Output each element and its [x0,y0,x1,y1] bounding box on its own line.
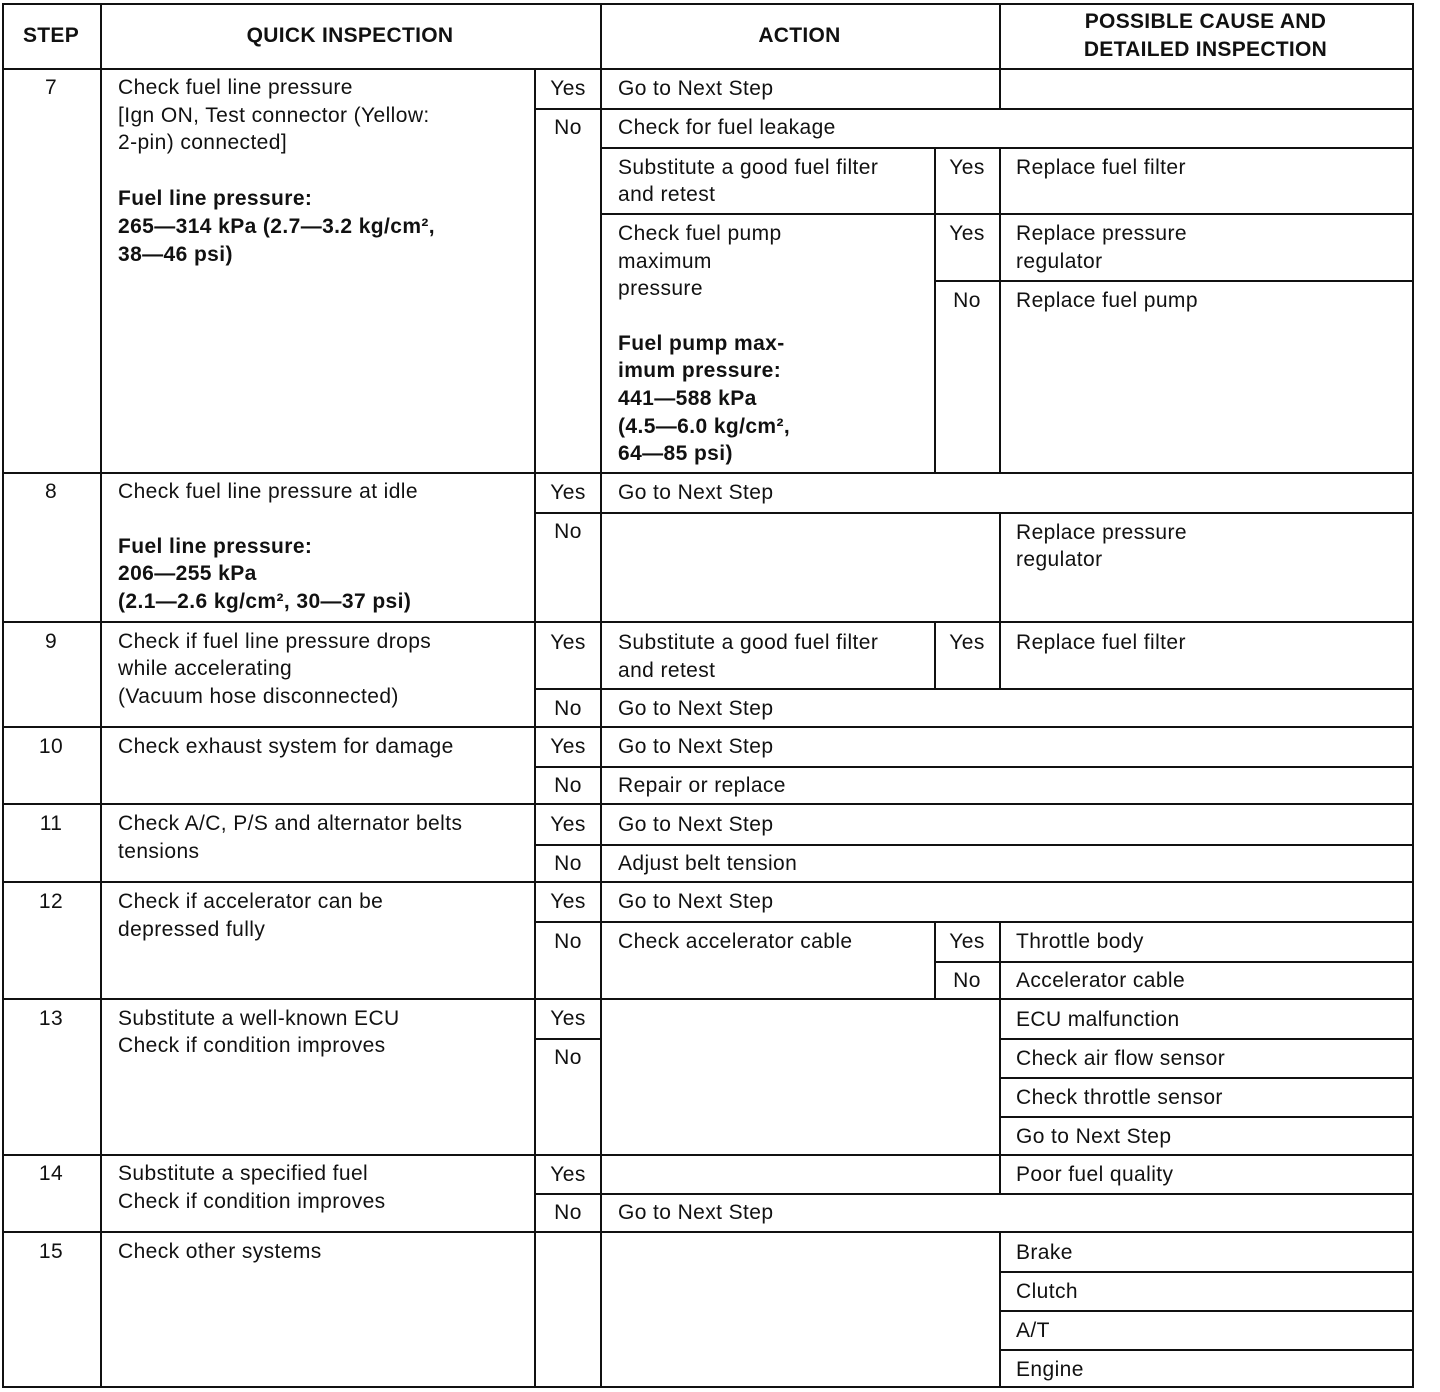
spec-title: Fuel line pressure: [118,535,313,558]
cause-text: Replace fuel filter [1016,631,1186,654]
cause-text: Check air flow sensor [1016,1047,1226,1070]
rule [2,3,1414,5]
cause-text: Poor fuel quality [1016,1163,1174,1186]
rule [999,1038,1414,1040]
rule [534,1193,1414,1195]
rule [534,766,1414,768]
rule [2,726,1414,728]
yes-label: Yes [949,631,985,654]
action-text: Go to Next Step [618,697,774,720]
action-text: Go to Next Step [618,77,774,100]
rule [999,1349,1414,1351]
header-step: STEP [22,24,80,47]
spec-title: Fuel pump max- [618,332,785,355]
cause-text: Clutch [1016,1280,1078,1303]
yes-label: Yes [550,1163,586,1186]
step-number: 14 [38,1162,64,1185]
step-number: 9 [44,630,58,653]
quick-inspection-text: Check if condition improves [118,1190,386,1213]
yes-label: Yes [550,481,586,504]
rule [2,1231,1414,1233]
quick-inspection-text: Check A/C, P/S and alternator belts [118,812,463,835]
cause-text: A/T [1016,1319,1050,1342]
rule [534,512,1414,514]
yes-label: Yes [550,813,586,836]
spec-value: 265—314 kPa (2.7—3.2 kg/cm², [118,215,436,238]
rule [999,1271,1414,1273]
cause-text: Replace fuel pump [1016,289,1198,312]
action-text: Go to Next Step [618,1201,774,1224]
no-label: No [554,852,582,875]
rule [2,1154,1414,1156]
yes-label: Yes [550,77,586,100]
spec-value: 206—255 kPa [118,562,257,585]
no-label: No [554,1046,582,1069]
action-text: Check accelerator cable [618,930,853,953]
rule [100,3,102,1388]
action-text: Check for fuel leakage [618,116,836,139]
step-number: 7 [44,76,58,99]
rule [999,1116,1414,1118]
rule [999,998,1001,1195]
rule [601,213,1414,215]
rule [601,147,1414,149]
action-text: Substitute a good fuel filter [618,631,879,654]
no-label: No [554,774,582,797]
rule [999,1231,1001,1388]
no-label: No [554,1201,582,1224]
spec-value: (4.5—6.0 kg/cm², [618,415,791,438]
action-text: Go to Next Step [618,813,774,836]
step-number: 13 [38,1007,64,1030]
rule [999,1077,1414,1079]
quick-inspection-text: [Ign ON, Test connector (Yellow: [118,104,430,127]
quick-inspection-text: while accelerating [118,657,293,680]
no-label: No [554,930,582,953]
spec-value: 441—588 kPa [618,387,757,410]
rule [534,68,536,1388]
rule [534,688,1414,690]
no-label: No [554,116,582,139]
rule [534,108,1414,110]
header-detailed-inspection: DETAILED INSPECTION [1083,38,1328,61]
spec-value: (2.1—2.6 kg/cm², 30—37 psi) [118,590,412,613]
cause-text: Accelerator cable [1016,969,1186,992]
cause-text: Throttle body [1016,930,1144,953]
action-text: Check fuel pump [618,222,782,245]
rule [2,1386,1414,1388]
cause-text: ECU malfunction [1016,1008,1180,1031]
rule [534,844,1414,846]
spec-title: imum pressure: [618,359,782,382]
yes-label: Yes [949,930,985,953]
cause-text: Brake [1016,1241,1073,1264]
quick-inspection-text: 2-pin) connected] [118,131,288,154]
cause-text: Replace fuel filter [1016,156,1186,179]
rule [2,621,1414,623]
rule [534,921,1414,923]
rule [2,881,1414,883]
rule [934,961,1414,963]
no-label: No [953,969,981,992]
action-text: Go to Next Step [618,481,774,504]
cause-text: Replace pressure [1016,222,1187,245]
quick-inspection-text: Check exhaust system for damage [118,735,454,758]
no-label: No [554,520,582,543]
action-text: maximum [618,250,712,273]
step-number: 10 [38,735,64,758]
header-action: ACTION [758,24,841,47]
cause-text: Check throttle sensor [1016,1086,1223,1109]
rule [999,1310,1414,1312]
rule [2,803,1414,805]
yes-label: Yes [550,890,586,913]
quick-inspection-text: Check other systems [118,1240,322,1263]
rule [2,998,1414,1000]
quick-inspection-text: tensions [118,840,200,863]
action-text: Adjust belt tension [618,852,798,875]
step-number: 11 [39,812,63,835]
quick-inspection-text: depressed fully [118,918,266,941]
step-number: 15 [38,1240,64,1263]
yes-label: Yes [949,222,985,245]
action-text: and retest [618,659,716,682]
spec-value: 38—46 psi) [118,243,233,266]
step-number: 12 [38,890,64,913]
quick-inspection-text: Check if fuel line pressure drops [118,630,432,653]
header-possible-cause: POSSIBLE CAUSE AND [1084,10,1327,33]
no-label: No [953,289,981,312]
action-text: Go to Next Step [618,890,774,913]
action-text: and retest [618,183,716,206]
quick-inspection-text: Check fuel line pressure at idle [118,480,418,503]
header-quick-inspection: QUICK INSPECTION [246,24,454,47]
rule [934,280,1414,282]
rule [2,472,1414,474]
cause-text: Go to Next Step [1016,1125,1172,1148]
quick-inspection-text: Check if accelerator can be [118,890,384,913]
cause-text: regulator [1016,548,1103,571]
no-label: No [554,697,582,720]
rule [999,512,1001,623]
spec-value: 64—85 psi) [618,442,733,465]
action-text: Go to Next Step [618,735,774,758]
yes-label: Yes [550,735,586,758]
quick-inspection-text: Substitute a specified fuel [118,1162,369,1185]
quick-inspection-text: Substitute a well-known ECU [118,1007,400,1030]
step-number: 8 [44,480,58,503]
yes-label: Yes [550,631,586,654]
yes-label: Yes [550,1007,586,1030]
spec-title: Fuel line pressure: [118,187,313,210]
action-text: pressure [618,277,703,300]
cause-text: Engine [1016,1358,1084,1381]
quick-inspection-text: Check if condition improves [118,1034,386,1057]
rule [534,1038,602,1040]
rule [2,68,1414,70]
action-text: Repair or replace [618,774,786,797]
quick-inspection-text: Check fuel line pressure [118,76,353,99]
cause-text: Replace pressure [1016,521,1187,544]
cause-text: regulator [1016,250,1103,273]
quick-inspection-text: (Vacuum hose disconnected) [118,685,399,708]
action-text: Substitute a good fuel filter [618,156,879,179]
rule [1412,3,1414,1388]
yes-label: Yes [949,156,985,179]
